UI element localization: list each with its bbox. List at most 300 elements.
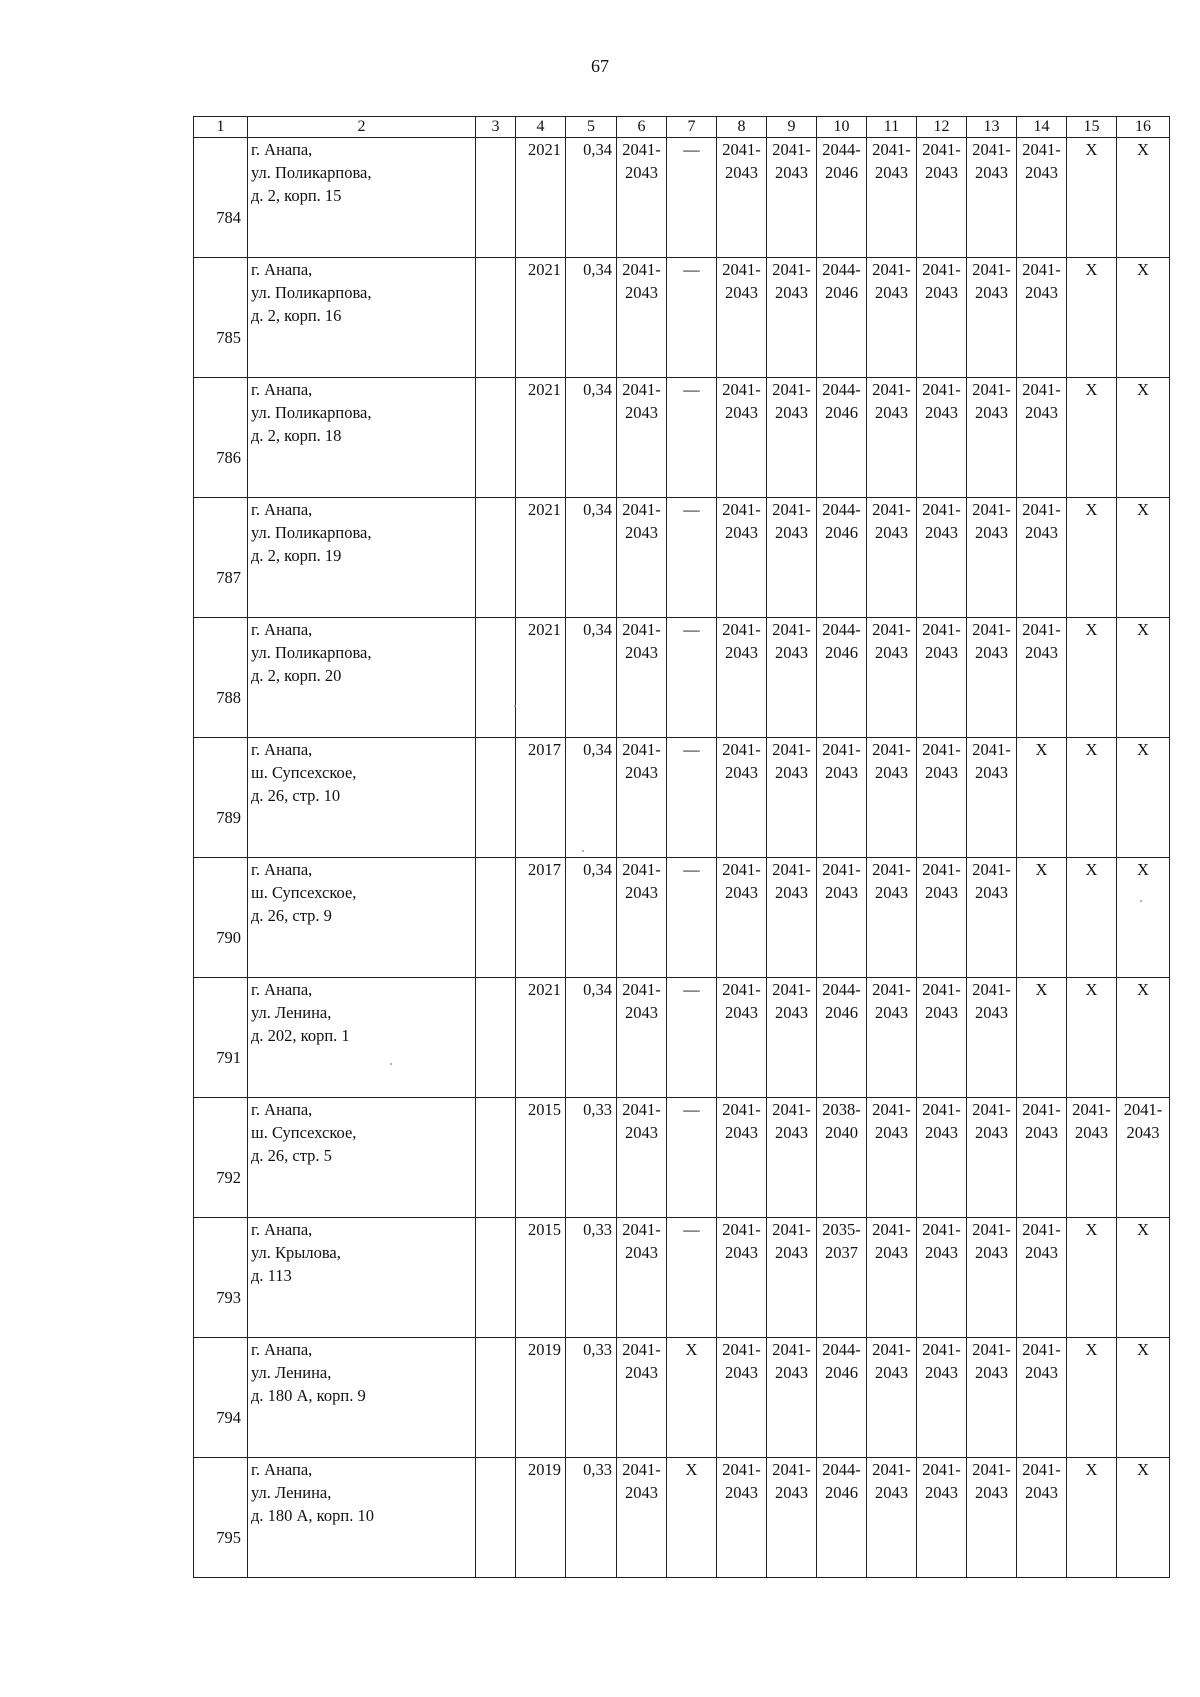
period-line: 2041- — [1022, 1460, 1061, 1479]
period-line: 2043 — [825, 763, 858, 782]
period-line: 2041- — [922, 980, 961, 999]
period-cell — [1017, 978, 1067, 1098]
period-cell — [1117, 378, 1170, 498]
address-cell — [248, 1098, 476, 1218]
column-3-cell — [476, 1218, 516, 1338]
period-cell — [867, 1218, 917, 1338]
period-cell — [917, 1458, 967, 1578]
period-cell — [1067, 258, 1117, 378]
address-line: д. 26, стр. 5 — [251, 1146, 332, 1165]
period-cell — [817, 1218, 867, 1338]
period-line: 2041- — [722, 1340, 761, 1359]
column-3-cell — [476, 258, 516, 378]
period-cell — [817, 978, 867, 1098]
period-line: 2043 — [625, 763, 658, 782]
period-line: Х — [1035, 980, 1048, 999]
column-header: 8 — [717, 117, 767, 138]
column-7-cell: — — [667, 738, 717, 858]
period-line: 2041- — [722, 860, 761, 879]
period-line: 2046 — [825, 1483, 858, 1502]
period-cell — [767, 1338, 817, 1458]
column-7-cell: Х — [667, 1338, 717, 1458]
column-7-cell: — — [667, 978, 717, 1098]
period-line: 2043 — [725, 1003, 758, 1022]
period-line: 2043 — [875, 1363, 908, 1382]
period-line: Х — [1137, 1220, 1149, 1239]
period-line: 2044- — [822, 1340, 861, 1359]
period-line: 2041- — [872, 860, 911, 879]
period-line: 2043 — [775, 883, 808, 902]
period-line: 2041- — [622, 1220, 661, 1239]
period-line: 2041- — [972, 620, 1011, 639]
period-line: 2041- — [1123, 1100, 1163, 1119]
address-line: д. 26, стр. 9 — [251, 906, 332, 925]
period-line: 2043 — [875, 163, 908, 182]
period-line: 2043 — [1025, 523, 1058, 542]
address-line: г. Анапа, — [251, 620, 313, 639]
period-cell — [617, 1218, 667, 1338]
address-line: ш. Супсехское, — [251, 1123, 357, 1142]
period-line: 2041- — [722, 500, 761, 519]
column-7-cell: — — [667, 618, 717, 738]
address-cell — [248, 378, 476, 498]
period-line: 2043 — [925, 403, 958, 422]
period-line: 2043 — [925, 283, 958, 302]
scan-speck — [514, 705, 516, 707]
period-line: 2043 — [625, 403, 658, 422]
period-line: 2041- — [622, 1100, 661, 1119]
period-cell — [917, 1218, 967, 1338]
column-3-cell — [476, 738, 516, 858]
period-cell — [1017, 1098, 1067, 1218]
period-line: 2046 — [825, 523, 858, 542]
period-line: 2041- — [922, 380, 961, 399]
period-line: 2043 — [625, 1243, 658, 1262]
address-line: д. 2, корп. 18 — [251, 426, 342, 445]
period-cell — [817, 498, 867, 618]
period-line: 2043 — [725, 643, 758, 662]
period-line: 2043 — [825, 883, 858, 902]
period-cell — [917, 738, 967, 858]
period-line: 2041- — [772, 140, 811, 159]
period-line: 2043 — [875, 1123, 908, 1142]
period-cell — [917, 258, 967, 378]
column-7-cell: — — [667, 858, 717, 978]
period-line: 2041- — [772, 1460, 811, 1479]
period-line: 2043 — [725, 1123, 758, 1142]
scan-speck — [1140, 900, 1142, 902]
column-7-cell: — — [667, 1098, 717, 1218]
period-cell — [817, 618, 867, 738]
period-line: 2041- — [622, 740, 661, 759]
period-line: 2043 — [975, 1483, 1008, 1502]
period-line: 2041- — [722, 980, 761, 999]
period-line: 2043 — [925, 1123, 958, 1142]
period-line: Х — [1137, 860, 1149, 879]
address-cell — [248, 138, 476, 258]
period-line: 2043 — [875, 1003, 908, 1022]
period-cell — [617, 138, 667, 258]
row-number: 793 — [194, 1218, 248, 1338]
period-line: 2043 — [725, 403, 758, 422]
period-cell — [617, 498, 667, 618]
period-cell — [967, 858, 1017, 978]
period-line: 2043 — [1025, 643, 1058, 662]
period-line: 2041- — [1022, 620, 1061, 639]
period-line: 2041- — [922, 1340, 961, 1359]
column-7-cell: — — [667, 378, 717, 498]
period-line: 2043 — [975, 403, 1008, 422]
row-number: 787 — [194, 498, 248, 618]
column-7-cell: Х — [667, 1458, 717, 1578]
row-number: 786 — [194, 378, 248, 498]
period-line: 2043 — [925, 883, 958, 902]
column-3-cell — [476, 1458, 516, 1578]
period-cell — [867, 1458, 917, 1578]
address-cell — [248, 858, 476, 978]
address-line: г. Анапа, — [251, 860, 313, 879]
period-cell — [767, 1218, 817, 1338]
period-line: 2041- — [822, 740, 861, 759]
period-cell — [967, 1338, 1017, 1458]
period-cell — [717, 1218, 767, 1338]
table-header — [194, 117, 1170, 138]
period-cell — [867, 1098, 917, 1218]
period-line: 2044- — [822, 260, 861, 279]
table-row — [194, 1338, 1170, 1458]
period-line: 2043 — [925, 1483, 958, 1502]
row-number: 792 — [194, 1098, 248, 1218]
period-cell — [1017, 258, 1067, 378]
row-number: 795 — [194, 1458, 248, 1578]
period-cell — [867, 618, 917, 738]
period-line: 2043 — [725, 283, 758, 302]
period-line: 2041- — [722, 1220, 761, 1239]
period-line: Х — [1137, 260, 1149, 279]
period-line: 2041- — [872, 740, 911, 759]
column-header: 4 — [516, 117, 566, 138]
period-line: 2041- — [722, 260, 761, 279]
value-cell: 0,34 — [566, 858, 617, 978]
address-line: ш. Супсехское, — [251, 883, 357, 902]
period-line: 2041- — [1072, 1100, 1111, 1119]
period-cell — [867, 378, 917, 498]
column-3-cell — [476, 618, 516, 738]
period-cell — [717, 1338, 767, 1458]
period-line: 2043 — [625, 883, 658, 902]
value-cell: 0,34 — [566, 258, 617, 378]
address-line: д. 113 — [251, 1266, 292, 1285]
period-cell — [1067, 1218, 1117, 1338]
row-number: 791 — [194, 978, 248, 1098]
scan-speck — [582, 850, 584, 852]
period-cell — [817, 738, 867, 858]
address-line: г. Анапа, — [251, 740, 313, 759]
period-line: 2043 — [775, 163, 808, 182]
period-line: 2041- — [772, 980, 811, 999]
period-cell — [967, 978, 1017, 1098]
column-header: 14 — [1017, 117, 1067, 138]
period-line: 2041- — [922, 860, 961, 879]
period-line: Х — [1085, 620, 1098, 639]
period-line: 2041- — [922, 1220, 961, 1239]
period-cell — [967, 138, 1017, 258]
value-cell: 0,33 — [566, 1098, 617, 1218]
period-line: 2043 — [775, 643, 808, 662]
period-line: 2043 — [775, 1243, 808, 1262]
period-line: 2043 — [625, 283, 658, 302]
period-cell — [917, 1098, 967, 1218]
period-cell — [817, 378, 867, 498]
period-line: 2041- — [972, 380, 1011, 399]
period-line: 2043 — [775, 1363, 808, 1382]
column-header: 7 — [667, 117, 717, 138]
period-cell — [1067, 738, 1117, 858]
period-line: Х — [1035, 740, 1048, 759]
period-cell — [717, 498, 767, 618]
column-3-cell — [476, 138, 516, 258]
column-header: 16 — [1117, 117, 1170, 138]
period-line: 2043 — [875, 763, 908, 782]
period-cell — [967, 378, 1017, 498]
period-line: 2043 — [975, 283, 1008, 302]
period-line: 2041- — [822, 860, 861, 879]
period-line: 2043 — [925, 1363, 958, 1382]
period-cell — [1017, 738, 1067, 858]
period-line: 2043 — [625, 1003, 658, 1022]
period-cell — [617, 1458, 667, 1578]
period-cell — [767, 498, 817, 618]
period-line: Х — [1085, 1460, 1098, 1479]
period-line: Х — [1137, 140, 1149, 159]
period-line: Х — [1137, 740, 1149, 759]
period-cell — [1017, 378, 1067, 498]
period-line: 2041- — [622, 620, 661, 639]
period-cell — [1117, 498, 1170, 618]
row-number: 788 — [194, 618, 248, 738]
period-line: 2043 — [725, 763, 758, 782]
period-line: 2041- — [872, 980, 911, 999]
period-line: Х — [1085, 260, 1098, 279]
table-row — [194, 498, 1170, 618]
value-cell: 0,34 — [566, 138, 617, 258]
period-line: 2046 — [825, 163, 858, 182]
address-cell — [248, 738, 476, 858]
period-line: 2043 — [625, 1123, 658, 1142]
column-header: 9 — [767, 117, 817, 138]
address-line: г. Анапа, — [251, 1460, 313, 1479]
period-cell — [867, 258, 917, 378]
table-row — [194, 138, 1170, 258]
period-cell — [917, 1338, 967, 1458]
period-cell — [917, 978, 967, 1098]
register-table — [193, 116, 1170, 1578]
year-cell: 2021 — [516, 258, 566, 378]
address-line: ул. Крылова, — [251, 1243, 341, 1262]
year-cell: 2021 — [516, 378, 566, 498]
address-line: г. Анапа, — [251, 980, 313, 999]
period-line: 2041- — [772, 380, 811, 399]
period-line: Х — [1137, 380, 1149, 399]
period-line: 2041- — [872, 260, 911, 279]
period-line: 2041- — [872, 1220, 911, 1239]
period-line: 2043 — [775, 283, 808, 302]
period-line: 2041- — [622, 500, 661, 519]
address-line: ул. Поликарпова, — [251, 283, 372, 302]
year-cell: 2015 — [516, 1218, 566, 1338]
period-line: 2041- — [622, 860, 661, 879]
period-cell — [1017, 1218, 1067, 1338]
year-cell: 2017 — [516, 858, 566, 978]
period-line: 2043 — [975, 1123, 1008, 1142]
address-line: г. Анапа, — [251, 380, 313, 399]
period-line: 2043 — [775, 403, 808, 422]
column-header: 6 — [617, 117, 667, 138]
period-line: 2043 — [875, 643, 908, 662]
period-cell — [617, 1338, 667, 1458]
table-row — [194, 258, 1170, 378]
period-line: 2043 — [925, 523, 958, 542]
column-7-cell: — — [667, 498, 717, 618]
period-line: 2043 — [1025, 1123, 1058, 1142]
period-line: 2041- — [622, 1340, 661, 1359]
period-line: 2046 — [825, 283, 858, 302]
value-cell: 0,34 — [566, 378, 617, 498]
period-cell — [717, 258, 767, 378]
row-number: 785 — [194, 258, 248, 378]
period-line: 2044- — [822, 380, 861, 399]
period-line: 2044- — [822, 980, 861, 999]
period-line: 2044- — [822, 1460, 861, 1479]
period-line: 2041- — [622, 1460, 661, 1479]
period-line: 2043 — [925, 163, 958, 182]
period-line: 2041- — [922, 260, 961, 279]
period-cell — [867, 858, 917, 978]
period-line: 2041- — [1022, 1220, 1061, 1239]
period-line: 2041- — [722, 740, 761, 759]
period-cell — [917, 618, 967, 738]
period-line: 2041- — [922, 740, 961, 759]
period-line: Х — [1035, 860, 1048, 879]
address-line: д. 180 А, корп. 10 — [251, 1506, 374, 1525]
period-line: 2041- — [972, 500, 1011, 519]
period-line: Х — [1085, 1340, 1098, 1359]
period-line: 2041- — [772, 500, 811, 519]
period-line: 2041- — [772, 1100, 811, 1119]
period-cell — [867, 498, 917, 618]
period-line: 2044- — [822, 500, 861, 519]
period-line: 2041- — [872, 500, 911, 519]
period-cell — [617, 858, 667, 978]
column-header: 15 — [1067, 117, 1117, 138]
period-line: 2041- — [772, 260, 811, 279]
row-number: 789 — [194, 738, 248, 858]
table-row — [194, 858, 1170, 978]
period-line: 2041- — [622, 380, 661, 399]
period-cell — [967, 498, 1017, 618]
period-line: 2043 — [925, 763, 958, 782]
period-cell — [867, 978, 917, 1098]
period-cell — [717, 858, 767, 978]
period-cell — [917, 858, 967, 978]
period-line: 2043 — [1025, 403, 1058, 422]
period-line: 2038- — [822, 1100, 861, 1119]
period-line: Х — [1085, 860, 1098, 879]
year-cell: 2021 — [516, 978, 566, 1098]
period-line: 2041- — [1022, 380, 1061, 399]
period-line: 2043 — [875, 403, 908, 422]
period-line: 2043 — [625, 163, 658, 182]
period-cell — [1067, 1098, 1117, 1218]
column-header: 10 — [817, 117, 867, 138]
address-line: д. 202, корп. 1 — [251, 1026, 350, 1045]
period-line: 2043 — [625, 643, 658, 662]
address-line: ул. Поликарпова, — [251, 403, 372, 422]
period-cell — [767, 978, 817, 1098]
column-7-cell: — — [667, 1218, 717, 1338]
period-line: 2041- — [872, 1100, 911, 1119]
table-row — [194, 378, 1170, 498]
period-line: 2043 — [775, 1123, 808, 1142]
table-row — [194, 1098, 1170, 1218]
period-line: Х — [1085, 380, 1098, 399]
period-cell — [617, 1098, 667, 1218]
period-line: 2041- — [772, 1220, 811, 1239]
period-cell — [767, 858, 817, 978]
period-cell — [1017, 498, 1067, 618]
period-line: 2043 — [775, 1003, 808, 1022]
period-line: 2041- — [1022, 1100, 1061, 1119]
period-line: Х — [1137, 620, 1149, 639]
period-line: 2043 — [975, 883, 1008, 902]
address-line: ш. Супсехское, — [251, 763, 357, 782]
period-line: 2043 — [1025, 1243, 1058, 1262]
period-line: 2043 — [975, 523, 1008, 542]
period-cell — [1017, 618, 1067, 738]
header-row — [194, 117, 1170, 138]
period-line: 2046 — [825, 1003, 858, 1022]
period-line: 2043 — [925, 1243, 958, 1262]
address-cell — [248, 978, 476, 1098]
column-7-cell: — — [667, 258, 717, 378]
period-line: 2043 — [725, 523, 758, 542]
period-line: 2043 — [1025, 283, 1058, 302]
period-cell — [867, 738, 917, 858]
column-3-cell — [476, 498, 516, 618]
period-cell — [767, 378, 817, 498]
address-line: г. Анапа, — [251, 260, 313, 279]
period-line: 2043 — [975, 1003, 1008, 1022]
year-cell: 2021 — [516, 138, 566, 258]
period-cell — [1117, 738, 1170, 858]
year-cell: 2015 — [516, 1098, 566, 1218]
period-cell — [1067, 618, 1117, 738]
year-cell: 2021 — [516, 618, 566, 738]
period-cell — [1067, 858, 1117, 978]
period-cell — [1067, 498, 1117, 618]
address-line: г. Анапа, — [251, 1100, 313, 1119]
period-cell — [617, 978, 667, 1098]
period-line: 2041- — [722, 1460, 761, 1479]
period-line: 2043 — [875, 283, 908, 302]
period-line: Х — [1137, 500, 1149, 519]
period-line: 2043 — [1025, 1483, 1058, 1502]
period-line: 2041- — [922, 620, 961, 639]
table-row — [194, 978, 1170, 1098]
period-line: Х — [1085, 980, 1098, 999]
period-cell — [867, 1338, 917, 1458]
period-line: 2043 — [1025, 1363, 1058, 1382]
